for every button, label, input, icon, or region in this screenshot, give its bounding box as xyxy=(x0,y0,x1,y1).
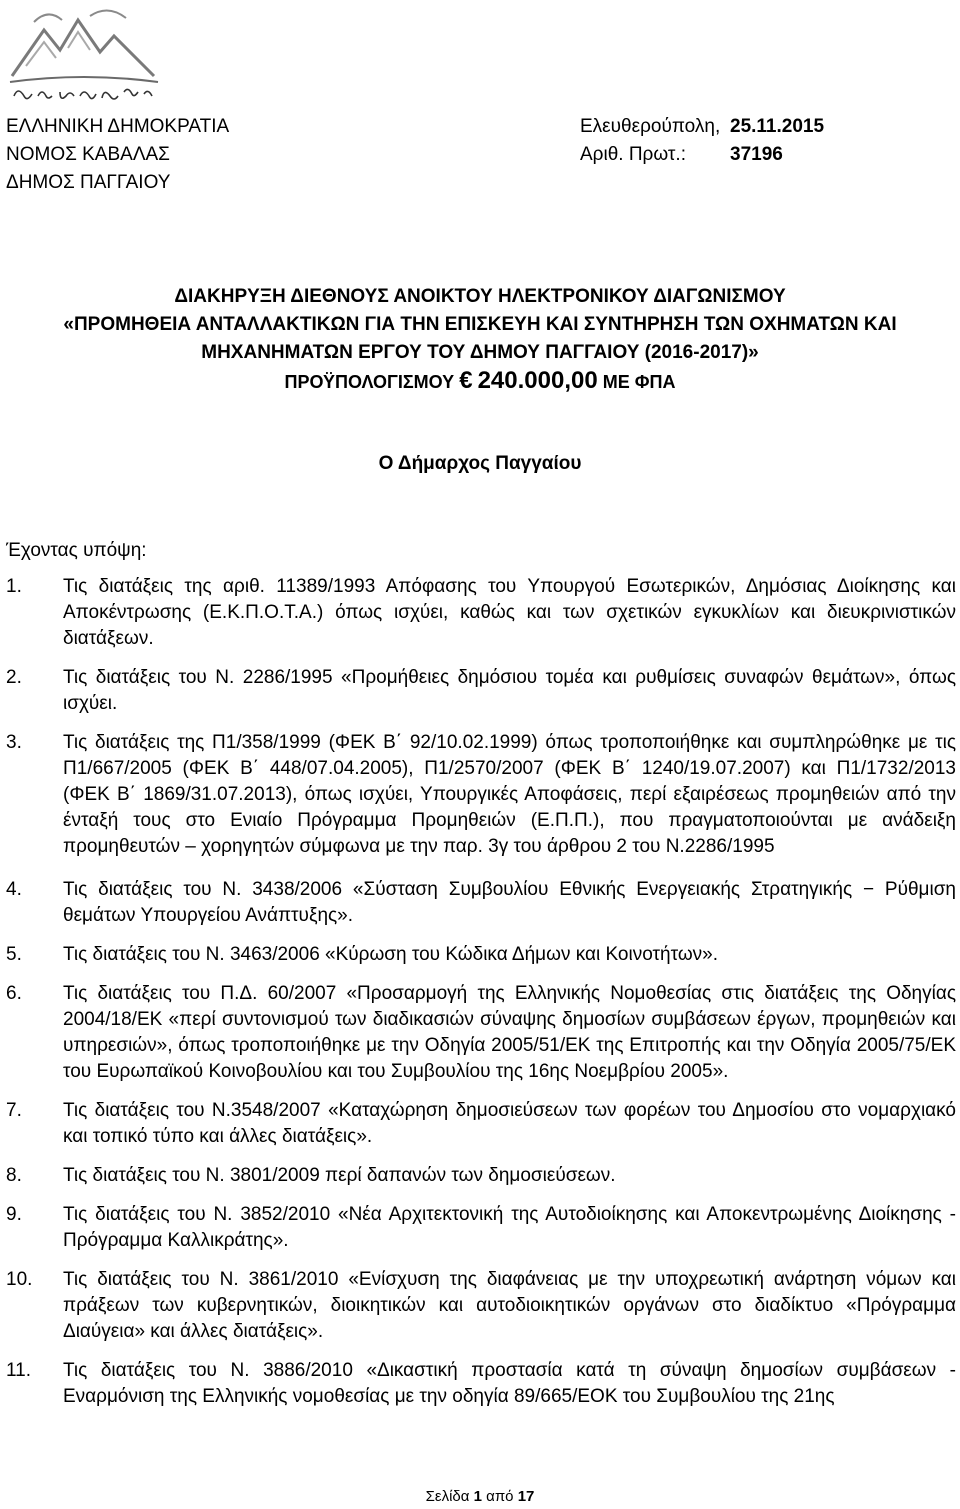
municipality-logo xyxy=(4,2,162,106)
item-number: 9. xyxy=(6,1204,22,1225)
country-line: ΕΛΛΗΝΙΚΗ ΔΗΜΟΚΡΑΤΙΑ xyxy=(6,116,230,137)
list-item xyxy=(6,574,956,652)
item-number: 8. xyxy=(6,1165,22,1186)
list-item xyxy=(6,1358,956,1410)
item-text: Τις διατάξεις της Π1/358/1999 (ΦΕΚ Β΄ 92/10.02.1999) όπως τροποποιήθηκε και συμπληρώθηκε με τις Π1/667/2005 (ΦΕΚ Β΄ 448/07.04.2005), Π1/2570/2007 (ΦΕΚ Β΄ 1240/19.07.2007) και Π1/1732/2013 (ΦΕΚ Β΄ 1869/31.07.2013), όπως ισχύει, Υπουργικές Αποφάσεις, περί εξαιρέσεως προμηθειών από την ένταξή τους στο Ενιαίο Πρόγραμμα Προμηθειών (Ε.Π.Π.), που πραγματοποιούνται με ανάδειξη προμηθευτών – χορηγητών σύμφωνα με την παρ. 3γ του άρθρου 2 του Ν.2286/1995 xyxy=(63,732,956,857)
currency-symbol: € xyxy=(459,367,473,394)
considering-heading: Έχοντας υπόψη: xyxy=(6,540,147,561)
municipality-line: ΔΗΜΟΣ ΠΑΓΓΑΙΟΥ xyxy=(6,172,171,193)
item-text: Τις διατάξεις του Ν.3548/2007 «Καταχώρηση δημοσιεύσεων των φορέων του Δημοσίου στο νομαρχιακό και τοπικό τύπο και άλλες διατάξεις». xyxy=(63,1100,956,1147)
list-item xyxy=(6,665,956,717)
item-number: 2. xyxy=(6,667,22,688)
page-total: 17 xyxy=(517,1488,535,1505)
item-text: Τις διατάξεις του Ν. 3463/2006 «Κύρωση του Κώδικα Δήμων και Κοινοτήτων». xyxy=(63,944,718,965)
item-text: Τις διατάξεις του Ν. 3801/2009 περί δαπανών των δημοσιεύσεων. xyxy=(63,1165,616,1186)
item-number: 6. xyxy=(6,983,22,1004)
mayor-heading: Ο Δήμαρχος Παγγαίου xyxy=(378,453,582,474)
issuer-block xyxy=(6,113,229,197)
list-item xyxy=(6,877,956,929)
title-line: «ΠΡΟΜΗΘΕΙΑ ΑΝΤΑΛΛΑΚΤΙΚΩΝ ΓΙΑ ΤΗΝ ΕΠΙΣΚΕΥΗ ΚΑΙ ΣΥΝΤΗΡΗΣΗ ΤΩΝ ΟΧΗΜΑΤΩΝ ΚΑΙ xyxy=(63,314,897,335)
page-footer xyxy=(0,1488,960,1505)
list-item xyxy=(6,981,956,1085)
item-text: Τις διατάξεις του Ν. 3852/2010 «Νέα Αρχιτεκτονική της Αυτοδιοίκησης και Αποκεντρωμένης Διοίκησης - Πρόγραμμα Καλλικράτης». xyxy=(63,1204,956,1251)
item-text: Τις διατάξεις του Ν. 3861/2010 «Ενίσχυση της διαφάνειας με την υποχρεωτική ανάρτηση νόμων και πράξεων των κυβερνητικών, διοικητικών και αυτοδιοικητικών οργάνων στο διαδίκτυο «Πρόγραμμα Διαύγεια» και άλλες διατάξεις». xyxy=(63,1269,956,1342)
item-text: Τις διατάξεις του Ν. 3438/2006 «Σύσταση Συμβουλίου Εθνικής Ενεργειακής Στρατηγικής − Ρύθμιση θεμάτων Υπουργείου Ανάπτυξης». xyxy=(63,879,956,926)
item-text: Τις διατάξεις του Ν. 2286/1995 «Προμήθειες δημόσιου τομέα και ρυθμίσεις συναφών θεμάτων», όπως ισχύει. xyxy=(63,667,956,714)
budget-label: ΠΡΟΫΠΟΛΟΓΙΣΜΟΥ xyxy=(284,372,455,392)
item-number: 5. xyxy=(6,944,22,965)
document-title xyxy=(0,283,960,396)
page-word: Σελίδα xyxy=(425,1488,470,1505)
item-text: Τις διατάξεις του Π.Δ. 60/2007 «Προσαρμογή της Ελληνικής Νομοθεσίας στις διατάξεις της Οδηγίας 2004/18/ΕΚ «περί συντονισμού των διαδικασιών σύναψης δημοσίων συμβάσεων έργων, προμηθειών και υπηρεσιών», όπως τροποποιήθηκε με την Οδηγία 2005/51/ΕΚ της Επιτροπής και την Οδηγία 2005/75/ΕΚ του Ευρωπαϊκού Κοινοβουλίου και του Συμβουλίου της 16ης Νοεμβρίου 2005». xyxy=(63,983,956,1082)
list-item xyxy=(6,942,956,968)
date-protocol-block xyxy=(580,113,824,169)
item-number: 10. xyxy=(6,1269,33,1290)
item-number: 7. xyxy=(6,1100,22,1121)
document-date: 25.11.2015 xyxy=(730,116,825,137)
title-line: ΔΙΑΚΗΡΥΞΗ ΔΙΕΘΝΟΥΣ ΑΝΟΙΚΤΟΥ ΗΛΕΚΤΡΟΝΙΚΟΥ ΔΙΑΓΩΝΙΣΜΟΥ xyxy=(174,286,786,307)
budget-suffix: ΜΕ ΦΠΑ xyxy=(602,372,676,392)
item-number: 3. xyxy=(6,732,22,753)
item-number: 1. xyxy=(6,576,22,597)
list-item xyxy=(6,1098,956,1150)
legal-basis-list xyxy=(6,574,956,1410)
list-item xyxy=(6,1202,956,1254)
item-number: 11. xyxy=(6,1360,32,1381)
prefecture-line: ΝΟΜΟΣ ΚΑΒΑΛΑΣ xyxy=(6,144,170,165)
list-item xyxy=(6,730,956,860)
page-number: 1 xyxy=(473,1488,482,1505)
protocol-number: 37196 xyxy=(730,144,783,165)
item-text: Τις διατάξεις της αριθ. 11389/1993 Απόφασης του Υπουργού Εσωτερικών, Δημόσιας Διοίκησης και Αποκέντρωσης (Ε.Κ.Π.Ο.Τ.Α.) όπως ισχύει, καθώς και των σχετικών εγκυκλίων και διευκρινιστικών διατάξεων. xyxy=(63,576,956,649)
title-line: ΜΗΧΑΝΗΜΑΤΩΝ ΕΡΓΟΥ ΤΟΥ ΔΗΜΟΥ ΠΑΓΓΑΙΟΥ (2016-2017)» xyxy=(201,342,759,363)
mountain-logo-icon xyxy=(4,2,162,106)
of-word: από xyxy=(486,1488,514,1505)
list-item xyxy=(6,1267,956,1345)
protocol-label: Αριθ. Πρωτ.: xyxy=(580,144,686,165)
item-number: 4. xyxy=(6,879,22,900)
list-item xyxy=(6,1163,956,1189)
budget-line xyxy=(0,367,960,396)
budget-amount: 240.000,00 xyxy=(477,367,598,394)
place-label: Ελευθερούπολη, xyxy=(580,116,721,137)
item-text: Τις διατάξεις του Ν. 3886/2010 «Δικαστική προστασία κατά τη σύναψη δημοσίων συμβάσεων - Εναρμόνιση της Ελληνικής νομοθεσίας με την οδηγία 89/665/ΕΟΚ του Συμβουλίου της 21ης xyxy=(63,1360,956,1407)
